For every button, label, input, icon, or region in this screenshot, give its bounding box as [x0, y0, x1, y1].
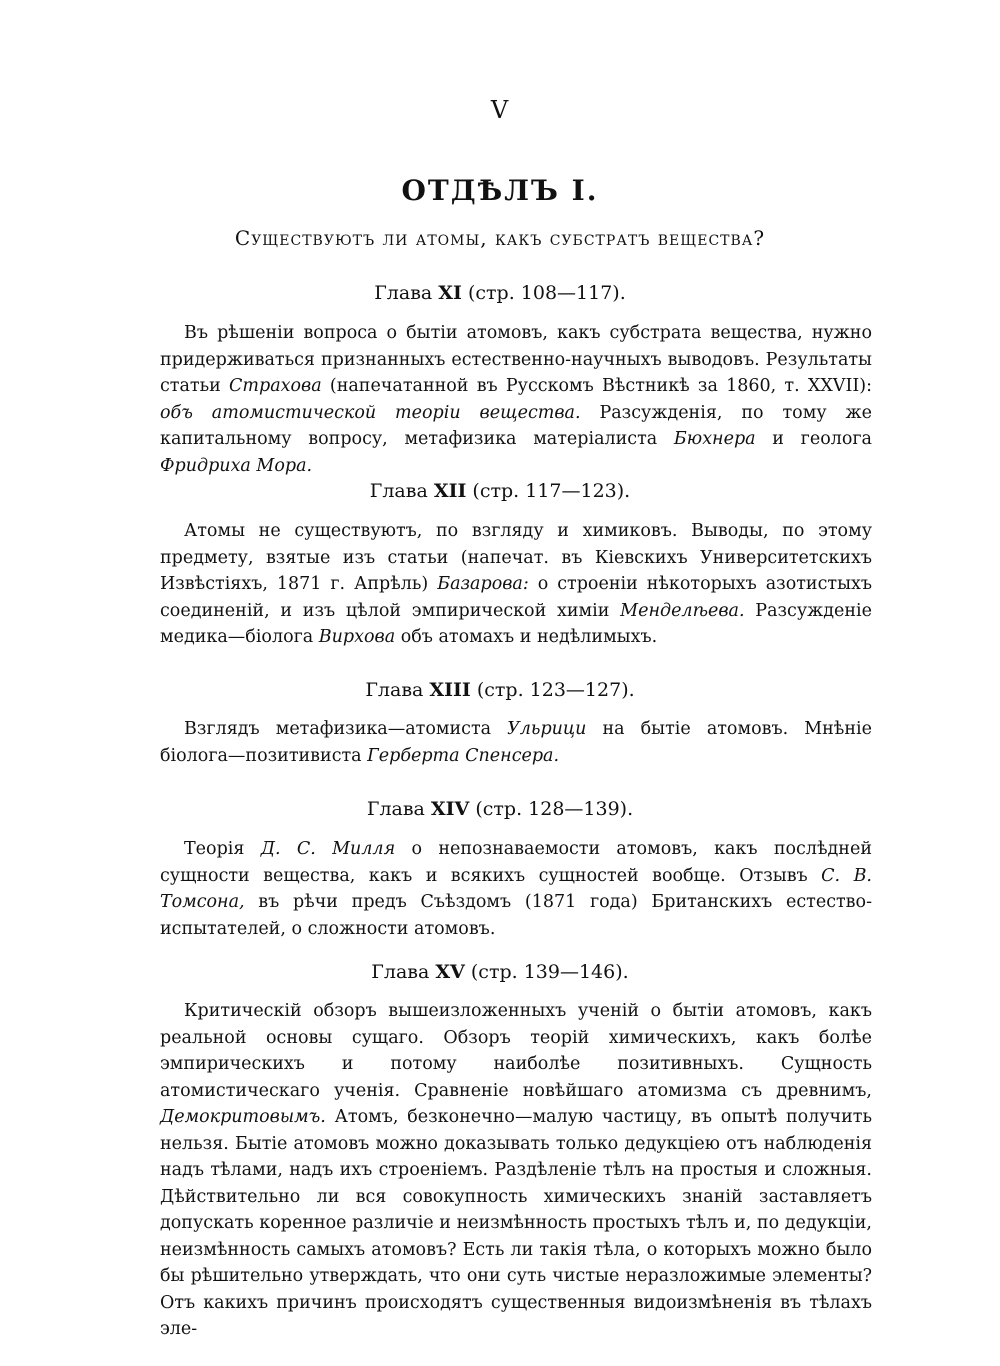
italic-text: Герберта Спенсера. [367, 745, 560, 766]
italic-text: Менделѣева. [620, 600, 745, 621]
text-segment: Критическій обзоръ вышеизложенныхъ ученій о бытіи атомовъ, какъ реальной основы сущаго. Обзоръ теорій химическихъ, какъ болѣе эмпирическихъ и потому наиболѣе позитивныхъ. Сущность атомистическаго ученія. Сравненіе новѣйшаго атомизма съ древнимъ, [160, 1001, 872, 1101]
chapter-pages: (стр. 128—139). [475, 798, 634, 820]
chapter-label: Глава [369, 480, 428, 502]
text-segment: объ атомахъ и недѣлимыхъ. [395, 627, 658, 647]
chapter-numeral: XIV [430, 798, 470, 820]
text-segment: Разсужденіе медика—біолога [160, 600, 872, 647]
section-subtitle: Существуютъ ли атомы, какъ субстратъ вещества? [234, 226, 766, 250]
chapter-label: Глава [365, 679, 424, 701]
chapter-pages: (стр. 139—146). [470, 961, 629, 983]
text-segment: на бытіе атомовъ. Мнѣніе біолога—позитивиста [160, 719, 872, 766]
italic-text: Страхова [229, 376, 322, 396]
italic-text: Демокритовымъ. [160, 1107, 326, 1127]
chapter-numeral: XV [435, 961, 465, 983]
section-title: ОТДѢЛЪ I. [401, 174, 599, 207]
chapter-numeral: XII [433, 480, 467, 502]
italic-text: Вирхова [318, 627, 396, 647]
text-segment: Разсужденія, по тому же капитальному вопросу, метафизика матеріалиста [160, 402, 872, 449]
italic-text: объ атомистической теоріи вещества. [160, 402, 581, 423]
chapter-label: Глава [371, 961, 430, 983]
chapter-summary-xiii [160, 716, 872, 769]
chapter-pages: (стр. 117—123). [472, 480, 631, 502]
text-segment: Атомы не существуютъ, по взгляду и химиковъ. Выводы, по этому предмету, взятые изъ статьи (напечат. въ Кіевскихъ Университетскихъ Извѣстіяхъ, 1871 г. Апрѣль) [160, 521, 872, 594]
chapter-heading-xii [0, 480, 1000, 502]
text-segment: Въ рѣшеніи вопроса о бытіи атомовъ, какъ субстрата вещества, нужно придерживаться признанныхъ естественно-научныхъ выводовъ. Результаты статьи [160, 323, 872, 396]
chapter-label: Глава [366, 798, 425, 820]
italic-text: Фридриха Мора. [160, 455, 313, 476]
chapter-heading-xi [0, 282, 1000, 304]
text-segment: и геолога [755, 429, 872, 449]
chapter-heading-xiv [0, 798, 1000, 820]
chapter-heading-xv [0, 961, 1000, 983]
chapter-summary-xiv [160, 836, 872, 942]
text-segment: о непознаваемости атомовъ, какъ послѣдней сущности вещества, какъ и всякихъ сущностей вообще. Отзывъ [160, 839, 872, 886]
chapter-summary-xv [160, 998, 872, 1343]
chapter-label: Глава [374, 282, 433, 304]
italic-text: Бюхнера [673, 429, 756, 449]
text-segment: Взглядъ метафизика—атомиста [184, 719, 508, 739]
italic-text: Ульрици [507, 719, 587, 739]
chapter-summary-xii [160, 518, 872, 651]
text-segment: о строеніи нѣкоторыхъ азотистыхъ соединеній, и изъ цѣлой эмпирической химіи [160, 574, 873, 621]
chapter-heading-xiii [0, 679, 1000, 701]
chapter-summary-xi [160, 320, 872, 479]
text-segment: Атомъ, безконечно—малую частицу, въ опытѣ получить нельзя. Бытіе атомовъ можно доказывать только дедукціею отъ наблюденія надъ тѣлами, надъ ихъ строеніемъ. Раздѣленіе тѣлъ на простыя и сложныя. Дѣйствительно ли вся совокупность химическихъ знаній заставляетъ допускать коренное различіе и неизмѣнность простыхъ тѣлъ и, по дедукціи, неизмѣнность самыхъ атомовъ? Есть ли такія тѣла, о которыхъ можно было бы рѣшительно утверждать, что они суть чистые неразложимые элементы? Отъ какихъ причинъ происходятъ существенныя видоизмѣненія въ тѣлахъ эле- [160, 1107, 872, 1339]
text-segment: въ рѣчи предъ Съѣздомъ (1871 года) Британскихъ естество-испытателей, о сложности атомовъ. [160, 892, 872, 939]
chapter-numeral: XIII [429, 679, 471, 701]
text-segment: (напечатанной въ Русскомъ Вѣстникѣ за 1860, т. XXVII): [321, 376, 872, 396]
chapter-pages: (стр. 108—117). [467, 282, 626, 304]
text-segment: Теорія [184, 839, 261, 859]
italic-text: С. В. Томсона, [160, 865, 872, 912]
italic-text: Базарова: [437, 574, 529, 594]
chapter-numeral: XI [438, 282, 462, 304]
italic-text: Д. С. Милля [260, 839, 396, 859]
chapter-pages: (стр. 123—127). [476, 679, 635, 701]
page-number: V [490, 96, 510, 124]
